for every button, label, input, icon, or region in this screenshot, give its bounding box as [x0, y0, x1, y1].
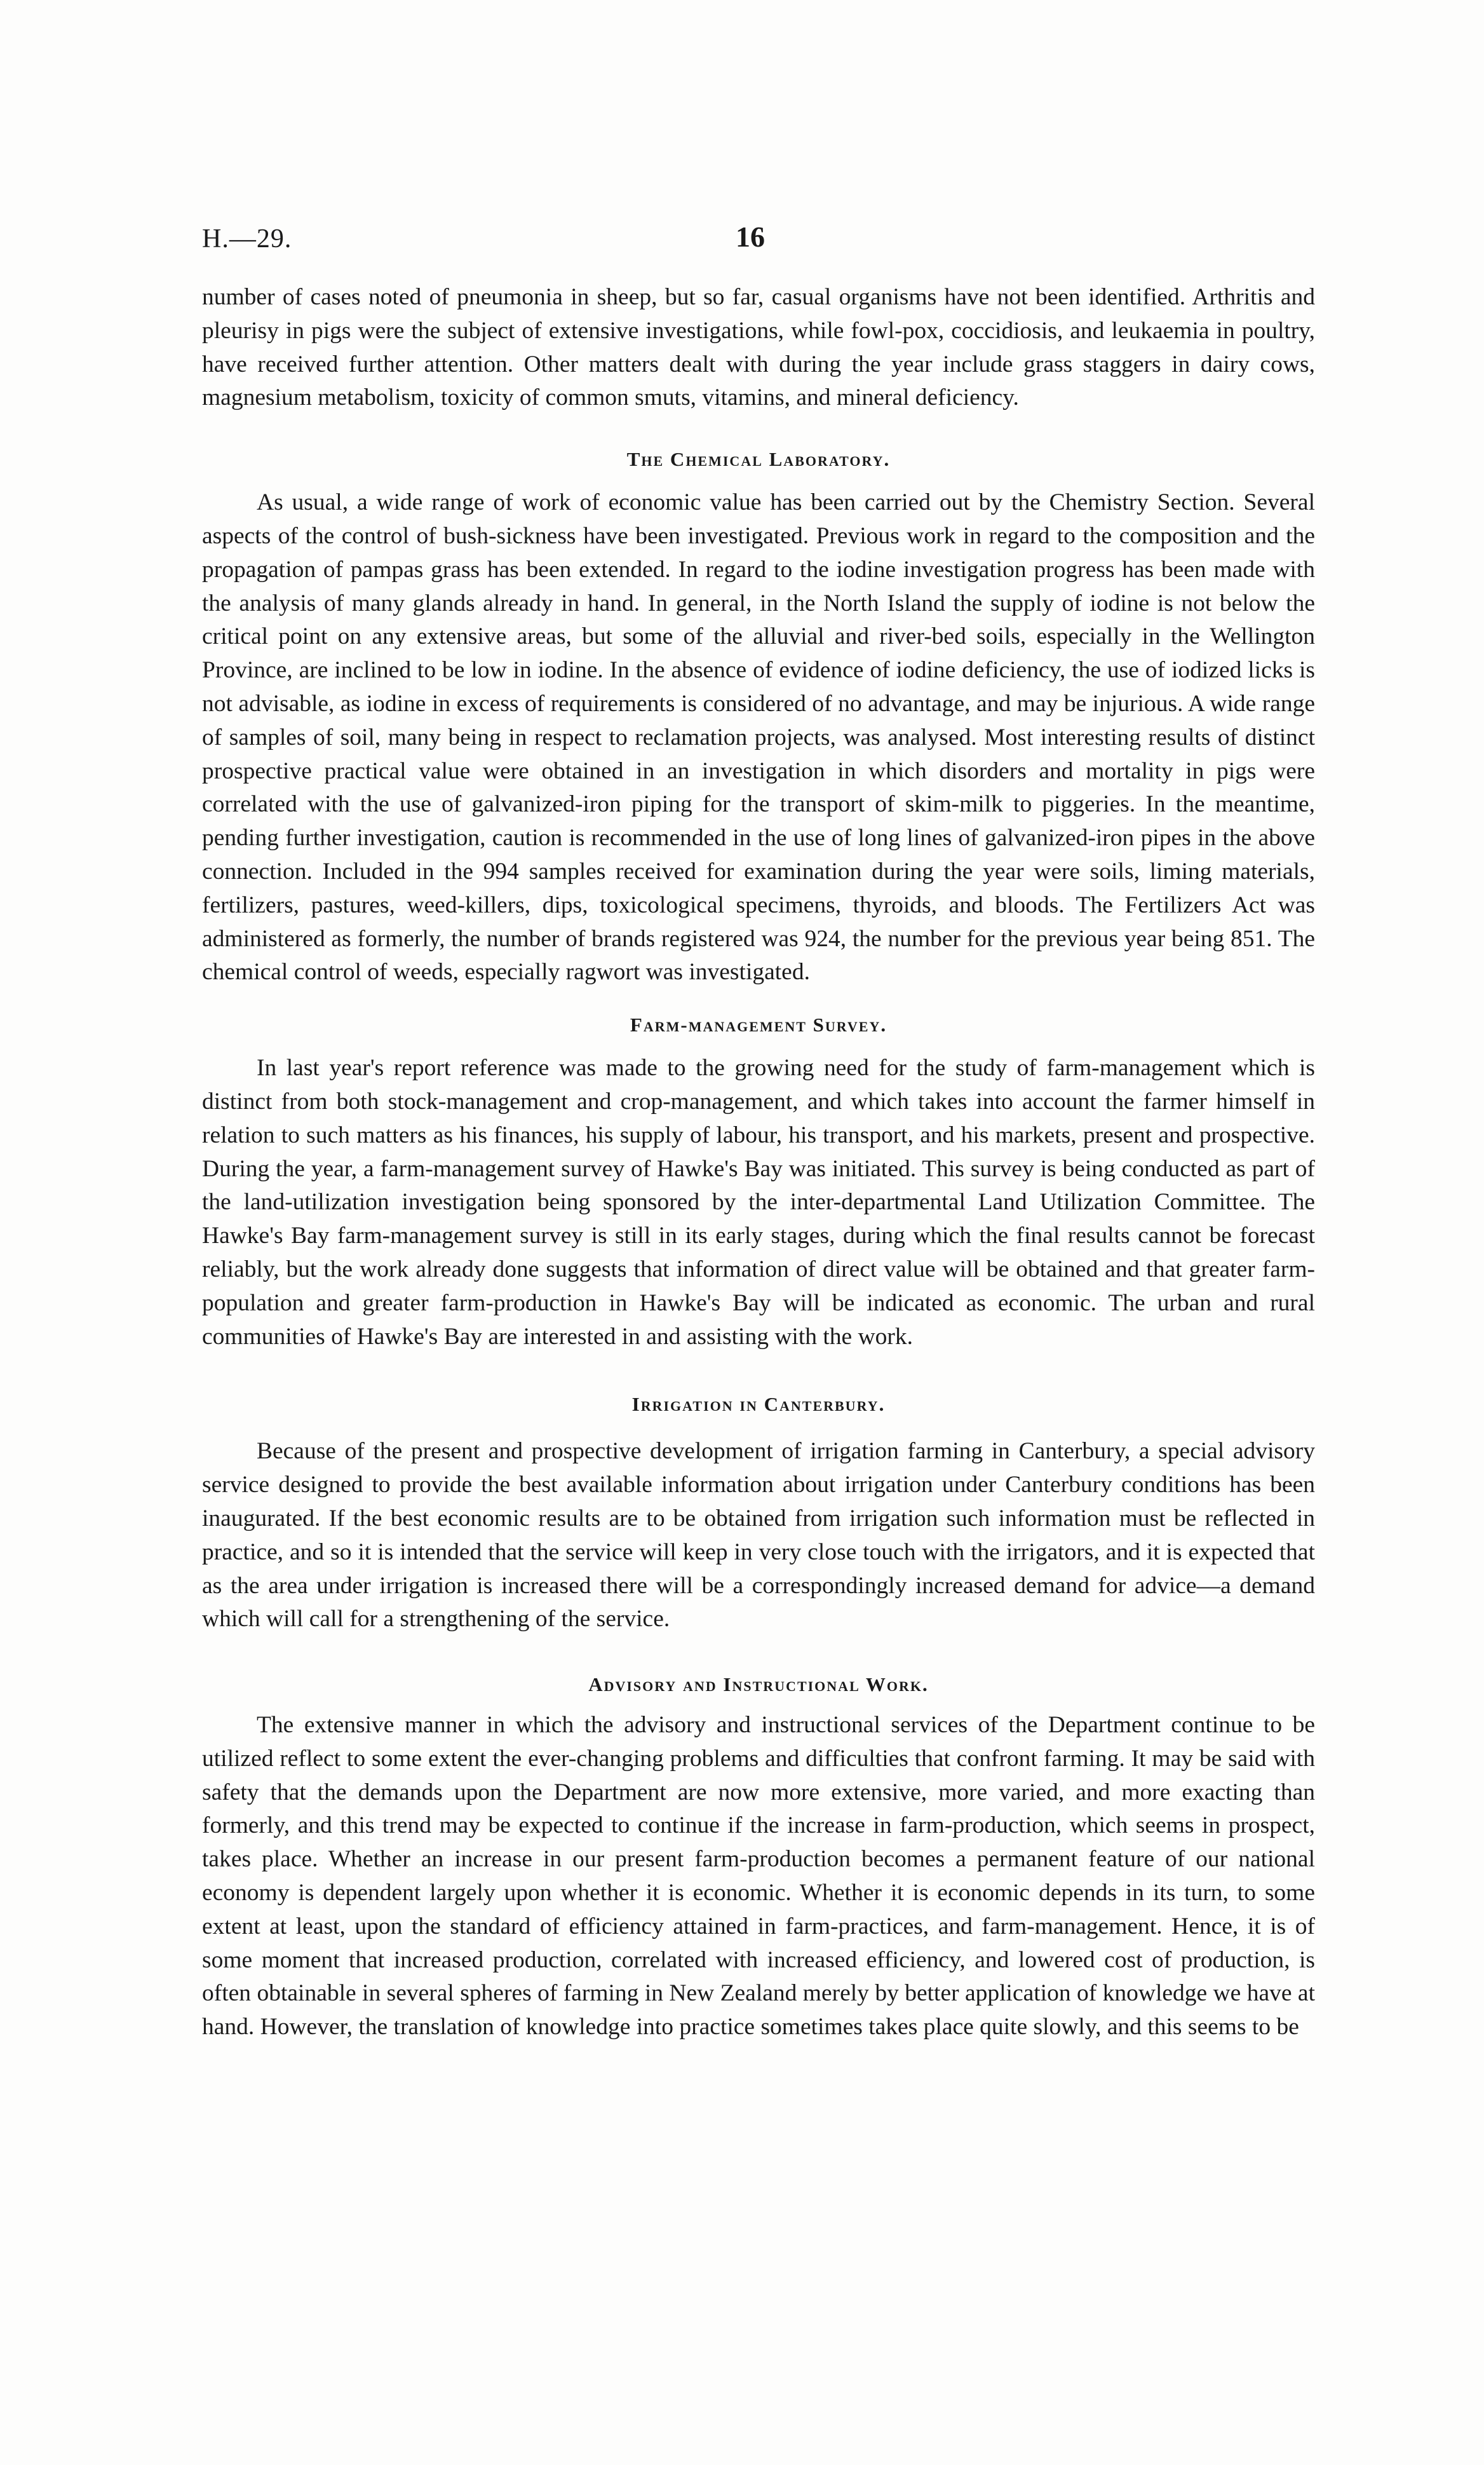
heading-irrigation-in-canterbury: Irrigation in Canterbury.	[631, 1393, 886, 1416]
page-number: 16	[736, 221, 765, 253]
paragraph-chemical-laboratory: As usual, a wide range of work of economic value has been carried out by the Chemistry Section. Several aspects of the control of bush-sickness have been investigated. Previous work in regard to the composition and the propagation of pampas grass has been extended. In regard to the iodine investigation progress has been made with the analysis of many glands already in hand. In general, in the North Island the supply of iodine is not below the critical point on any extensive areas, but some of the alluvial and river-bed soils, especially in the Wellington Province, are inclined to be low in iodine. In the absence of evidence of iodine deficiency, the use of iodized licks is not advisable, as iodine in excess of requirements is considered of no advantage, and may be injurious. A wide range of samples of soil, many being in respect to reclamation projects, was analysed. Most interesting results of distinct prospective practical value were obtained in an investigation in which disorders and mortality in pigs were correlated with the use of galvanized-iron piping for the transport of skim-milk to piggeries. In the meantime, pending further investigation, caution is recommended in the use of long lines of galvanized-iron pipes in the above connection. Included in the 994 samples received for examination during the year were soils, liming materials, fertilizers, pastures, weed-killers, dips, toxicological specimens, thyroids, and bloods. The Fertilizers Act was administered as formerly, the number of brands registered was 924, the number for the previous year being 851. The chemical control of weeds, especially ragwort was investigated.	[202, 489, 1315, 986]
paragraph-farm-management-survey: In last year's report reference was made to the growing need for the study of farm-management which is distinct from both stock-management and crop-management, and which takes into account the farmer himself in relation to such matters as his finances, his supply of labour, his transport, and his markets, present and prospective. During the year, a farm-management survey of Hawke's Bay was initiated. This survey is being conducted as part of the land-utilization investigation being sponsored by the inter-departmental Land Utilization Committee. The Hawke's Bay farm-management survey is still in its early stages, during which the final results cannot be forecast reliably, but the work already done suggests that information of direct value will be obtained and that greater farm-population and greater farm-production in Hawke's Bay will be indicated as economic. The urban and rural communities of Hawke's Bay are interested in and assisting with the work.	[202, 1055, 1315, 1350]
intro-paragraph: number of cases noted of pneumonia in sheep, but so far, casual organisms have not been identified. Arthritis and pleurisy in pigs were the subject of extensive investigations, while fowl-pox, coccidiosis, and leukaemia in poultry, have received further attention. Other matters dealt with during the year include grass staggers in dairy cows, magnesium metabolism, toxicity of common smuts, vitamins, and mineral deficiency.	[202, 284, 1315, 411]
heading-chemical-laboratory: The Chemical Laboratory.	[626, 448, 891, 471]
heading-advisory-and-instructional-work: Advisory and Instructional Work.	[588, 1673, 929, 1696]
paragraph-advisory-and-instructional-work: The extensive manner in which the advisory and instructional services of the Department continue to be utilized reflect to some extent the ever-changing problems and difficulties that confront farming. It may be said with safety that the demands upon the Department are now more extensive, more varied, and more exacting than formerly, and this trend may be expected to continue if the increase in farm-production, which seems in prospect, takes place. Whether an increase in our present farm-production becomes a permanent feature of our national economy is dependent largely upon whether it is economic. Whether it is economic depends in its turn, to some extent at least, upon the standard of efficiency attained in farm-practices, and farm-management. Hence, it is of some moment that increased production, correlated with increased efficiency, and lowered cost of production, is often obtainable in several spheres of farming in New Zealand merely by better application of knowledge we have at hand. However, the translation of knowledge into practice sometimes takes place quite slowly, and this seems to be	[202, 1712, 1315, 2041]
page-header	[202, 221, 1320, 262]
heading-farm-management-survey: Farm-management Survey.	[630, 1014, 887, 1036]
paragraph-irrigation-in-canterbury: Because of the present and prospective development of irrigation farming in Canterbury, a special advisory service designed to provide the best available information about irrigation under Canterbury conditions has been inaugurated. If the best economic results are to be obtained from irrigation such information must be reflected in practice, and so it is intended that the service will keep in very close touch with the irrigators, and it is expected that as the area under irrigation is increased there will be a correspondingly increased demand for advice—a demand which will call for a strengthening of the service.	[202, 1438, 1315, 1633]
document-reference: H.—29.	[202, 224, 292, 254]
document-body	[202, 281, 1315, 2044]
